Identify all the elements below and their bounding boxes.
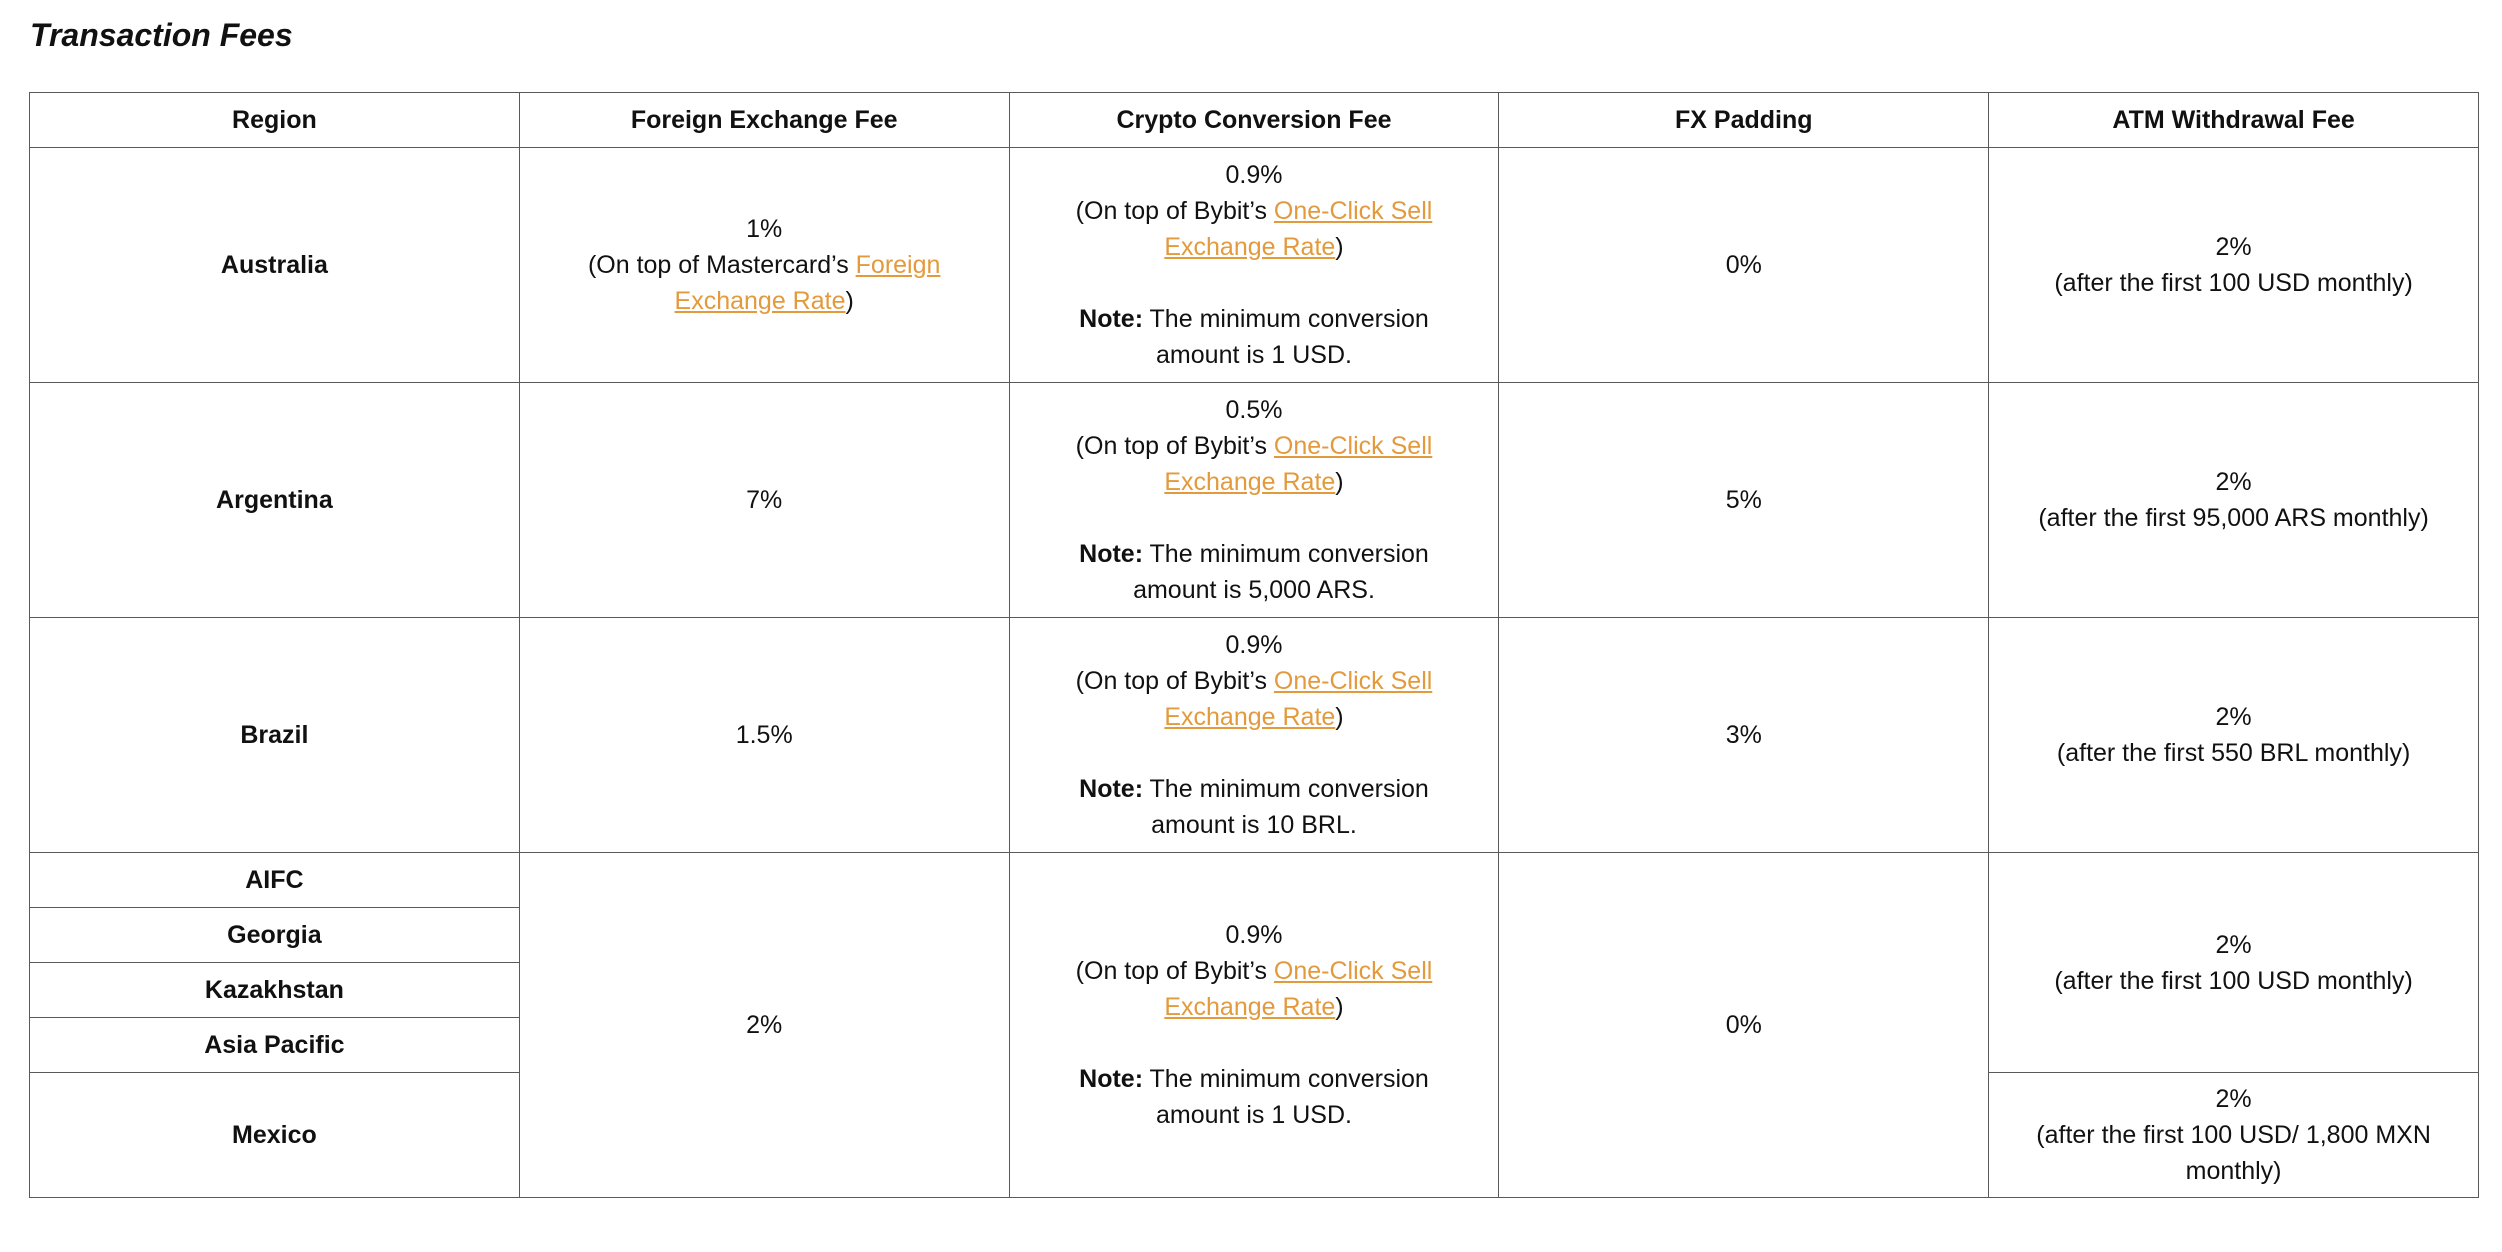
crypto-fee-cell — [1009, 148, 1499, 383]
crypto-fee-prefix: (On top of Bybit’s — [1075, 432, 1274, 460]
crypto-fee-cell — [1009, 383, 1499, 618]
one-click-sell-rate-link[interactable]: One-Click Sell Exchange Rate — [1164, 957, 1433, 1021]
crypto-fee-value: 0.9% — [1225, 161, 1283, 189]
fx-fee-cell: 2% — [519, 853, 1009, 1198]
table-row-australia — [30, 148, 2479, 383]
page-title: Transaction Fees — [30, 17, 293, 53]
note-text: The minimum conversion amount is 10 BRL. — [1143, 775, 1429, 839]
header-region: Region — [30, 93, 520, 148]
table-row-brazil — [30, 618, 2479, 853]
region-cell-mexico: Mexico — [30, 1073, 520, 1198]
crypto-fee-note — [1040, 771, 1469, 843]
fx-padding-cell: 0% — [1499, 853, 1989, 1198]
atm-fee-cell-mexico — [1989, 1073, 2479, 1198]
atm-fee-cell — [1989, 383, 2479, 618]
one-click-sell-rate-link[interactable]: One-Click Sell Exchange Rate — [1164, 432, 1433, 496]
atm-fee-detail: (after the first 100 USD/ 1,800 MXN monthly) — [2036, 1121, 2431, 1185]
atm-fee-value: 2% — [2215, 1085, 2252, 1113]
spacer — [1040, 1025, 1469, 1061]
region-cell: Australia — [30, 148, 520, 383]
spacer — [1040, 265, 1469, 301]
crypto-fee-prefix: (On top of Bybit’s — [1075, 197, 1274, 225]
fx-fee-suffix: ) — [845, 287, 854, 315]
header-fx-padding: FX Padding — [1499, 93, 1989, 148]
crypto-fee-detail — [1040, 193, 1469, 265]
one-click-sell-rate-link[interactable]: One-Click Sell Exchange Rate — [1164, 197, 1433, 261]
note-label: Note: — [1079, 305, 1144, 333]
crypto-fee-prefix: (On top of Bybit’s — [1075, 667, 1274, 695]
atm-fee-value: 2% — [2215, 930, 2252, 959]
region-cell: Argentina — [30, 383, 520, 618]
note-text: The minimum conversion amount is 1 USD. — [1143, 1065, 1429, 1129]
fx-fee-cell: 7% — [519, 383, 1009, 618]
fx-fee-detail — [550, 247, 979, 319]
table-row-aifc — [30, 853, 2479, 908]
crypto-fee-note — [1040, 1061, 1469, 1133]
atm-fee-value: 2% — [2215, 703, 2252, 731]
note-text: The minimum conversion amount is 1 USD. — [1143, 305, 1429, 369]
fx-fee-prefix: (On top of Mastercard’s — [587, 251, 856, 279]
atm-fee-value: 2% — [2215, 468, 2252, 496]
crypto-fee-value: 0.9% — [1225, 631, 1283, 659]
atm-fee-cell — [1989, 618, 2479, 853]
note-text: The minimum conversion amount is 5,000 ARS. — [1133, 540, 1429, 604]
header-atm-withdrawal-fee: ATM Withdrawal Fee — [1989, 93, 2479, 148]
spacer — [1040, 735, 1469, 771]
transaction-fees-table — [29, 92, 2479, 1198]
fx-fee-cell: 1.5% — [519, 618, 1009, 853]
note-label: Note: — [1079, 540, 1144, 568]
note-label: Note: — [1079, 775, 1144, 803]
atm-fee-detail: (after the first 100 USD monthly) — [2054, 966, 2413, 995]
atm-fee-value: 2% — [2215, 233, 2252, 261]
fx-padding-cell: 5% — [1499, 383, 1989, 618]
atm-fee-detail: (after the first 550 BRL monthly) — [2056, 739, 2411, 767]
one-click-sell-rate-link[interactable]: One-Click Sell Exchange Rate — [1164, 667, 1433, 731]
crypto-fee-detail — [1040, 663, 1469, 735]
crypto-fee-suffix: ) — [1335, 468, 1344, 496]
fx-padding-cell: 3% — [1499, 618, 1989, 853]
atm-fee-cell — [1989, 148, 2479, 383]
table-row-argentina — [30, 383, 2479, 618]
atm-fee-detail: (after the first 100 USD monthly) — [2054, 269, 2413, 297]
region-cell-asia-pacific: Asia Pacific — [30, 1018, 520, 1073]
region-cell-aifc: AIFC — [30, 853, 520, 908]
fx-fee-value: 1% — [746, 215, 783, 243]
crypto-fee-cell — [1009, 618, 1499, 853]
crypto-fee-detail — [1040, 428, 1469, 500]
fx-fee-cell — [519, 148, 1009, 383]
header-crypto-conversion-fee: Crypto Conversion Fee — [1009, 93, 1499, 148]
crypto-fee-suffix: ) — [1335, 993, 1344, 1021]
crypto-fee-value: 0.5% — [1225, 396, 1283, 424]
region-cell-kazakhstan: Kazakhstan — [30, 963, 520, 1018]
crypto-fee-cell — [1009, 853, 1499, 1198]
foreign-exchange-rate-link[interactable]: Foreign Exchange Rate — [674, 251, 941, 315]
atm-fee-cell — [1989, 853, 2479, 1073]
crypto-fee-value: 0.9% — [1225, 921, 1283, 949]
crypto-fee-note — [1040, 301, 1469, 373]
header-foreign-exchange-fee: Foreign Exchange Fee — [519, 93, 1009, 148]
atm-fee-detail: (after the first 95,000 ARS monthly) — [2038, 504, 2429, 532]
fx-padding-cell: 0% — [1499, 148, 1989, 383]
crypto-fee-suffix: ) — [1335, 703, 1344, 731]
crypto-fee-detail — [1040, 953, 1469, 1025]
crypto-fee-prefix: (On top of Bybit’s — [1075, 957, 1274, 985]
spacer — [1040, 500, 1469, 536]
table-header-row — [30, 93, 2479, 148]
crypto-fee-suffix: ) — [1335, 233, 1344, 261]
region-cell: Brazil — [30, 618, 520, 853]
crypto-fee-note — [1040, 536, 1469, 608]
region-cell-georgia: Georgia — [30, 908, 520, 963]
note-label: Note: — [1079, 1065, 1144, 1093]
